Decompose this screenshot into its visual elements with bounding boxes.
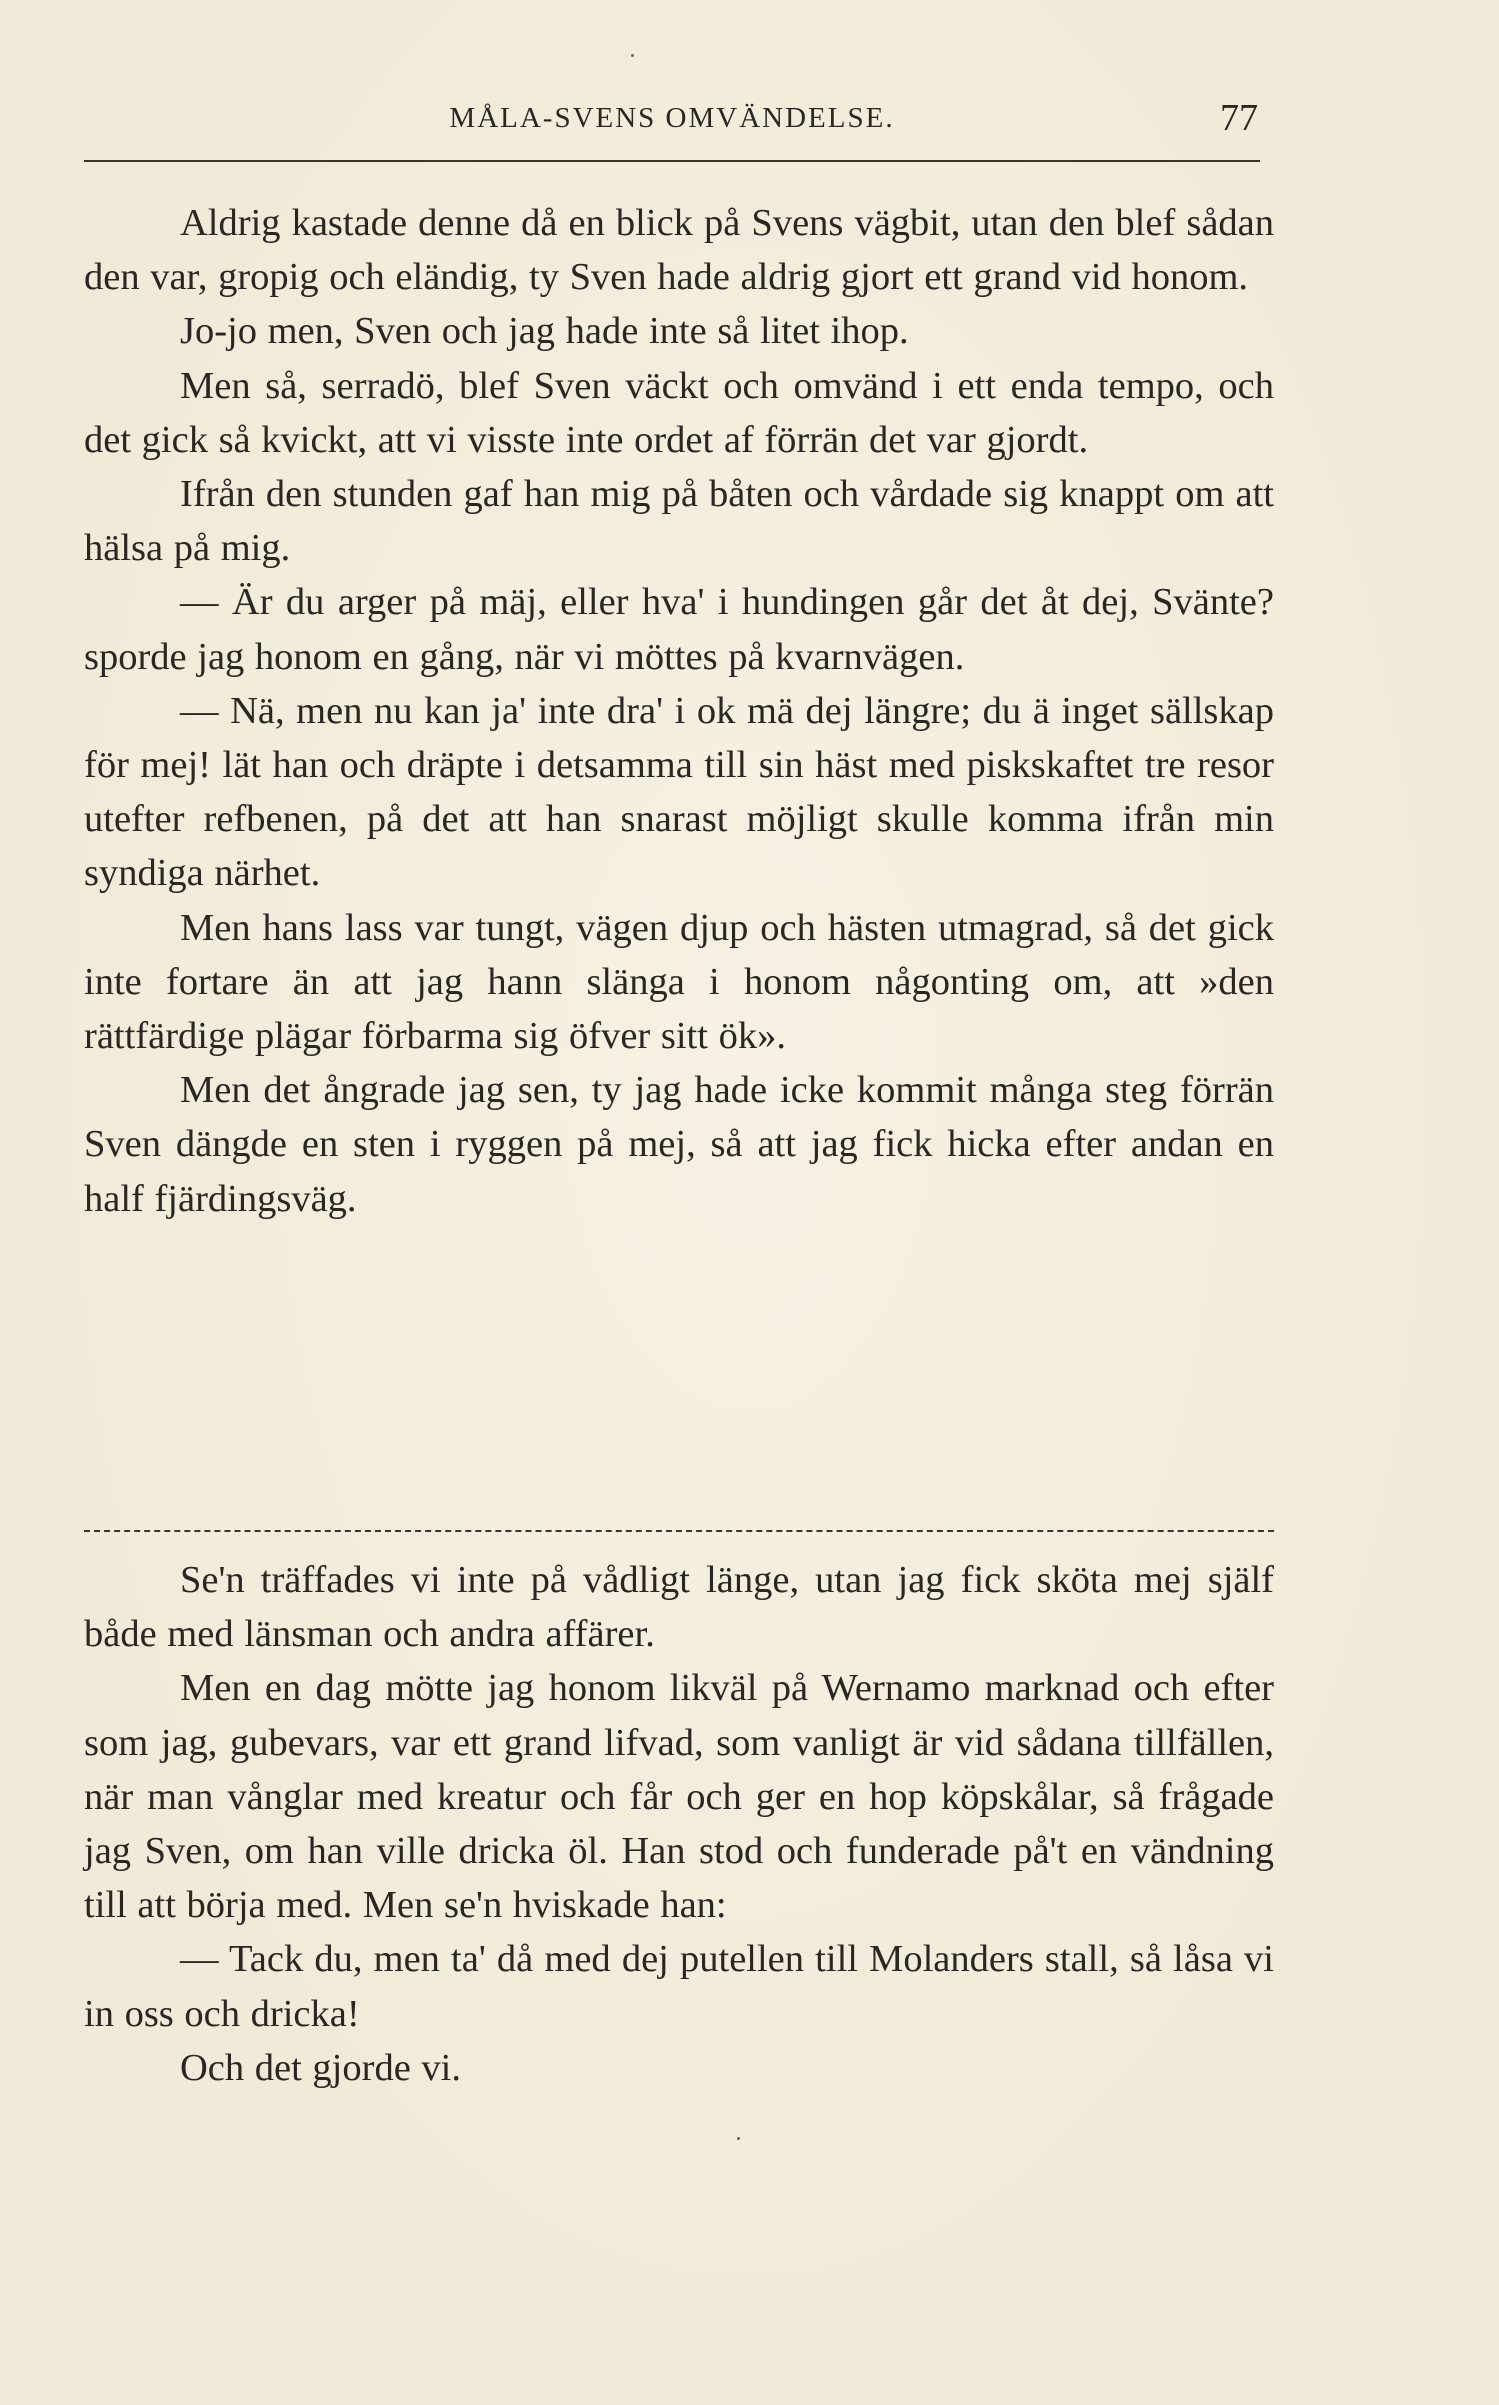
paragraph: Men det ångrade jag sen, ty jag hade icke kommit många steg förrän Sven dängde en sten i ryggen på mej, så att jag fick hicka efter andan en half fjärdingsväg.: [84, 1069, 1274, 1220]
paragraph: — Nä, men nu kan ja' inte dra' i ok mä dej längre; du ä inget sällskap för mej! lät han och dräpte i detsamma till sin häst med piskskaftet tre resor utefter refbenen, på det att han snarast möjligt skulle komma ifrån min syndiga närhet.: [84, 689, 1274, 895]
paragraph: Men hans lass var tungt, vägen djup och hästen utmagrad, så det gick inte fortare än att jag hann slänga i honom någonting om, att »den rättfärdige plägar förbarma sig öfver sitt ök».: [84, 906, 1274, 1058]
section-break-dashed-rule: [84, 1530, 1274, 1532]
paragraph: — Tack du, men ta' då med dej putellen till Molanders stall, så låsa vi in oss och dricka!: [84, 1938, 1274, 2035]
paragraph: — Är du arger på mäj, eller hva' i hundingen går det åt dej, Svänte? sporde jag honom en gång, när vi möttes på kvarnvägen.: [84, 581, 1274, 678]
paragraph: Ifrån den stunden gaf han mig på båten och vårdade sig knappt om att hälsa på mig.: [84, 473, 1274, 570]
running-head: [84, 96, 1260, 144]
paragraph: Jo-jo men, Sven och jag hade inte så litet ihop.: [180, 310, 909, 353]
paper-speck: [737, 2137, 740, 2140]
running-title: MÅLA-SVENS OMVÄNDELSE.: [449, 102, 895, 134]
paper-speck: [631, 54, 634, 57]
paragraph: Men en dag mötte jag honom likväl på Wernamo marknad och efter som jag, gubevars, var ett grand lifvad, som vanligt är vid sådana tillfällen, när man vånglar med kreatur och får och ger en hop köpskålar, så frågade jag Sven, om han ville dricka öl. Han stod och funderade på't en vändning till att börja med. Men se'n hviskade han:: [84, 1667, 1274, 1927]
header-rule: [84, 160, 1260, 162]
paragraph: Men så, serradö, blef Sven väckt och omvänd i ett enda tempo, och det gick så kvickt, att vi visste inte ordet af förrän det var gjordt.: [84, 364, 1274, 461]
paragraph: Se'n träffades vi inte på vådligt länge, utan jag fick sköta mej själf både med länsman och andra affärer.: [84, 1559, 1274, 1656]
text-section-2: [84, 1553, 1274, 2095]
text-section-1: [84, 196, 1274, 1226]
page-number: 77: [1220, 97, 1258, 139]
paragraph: Aldrig kastade denne då en blick på Svens vägbit, utan den blef sådan den var, gropig och eländig, ty Sven hade aldrig gjort ett grand vid honom.: [84, 202, 1274, 299]
paragraph: Och det gjorde vi.: [180, 2046, 461, 2089]
